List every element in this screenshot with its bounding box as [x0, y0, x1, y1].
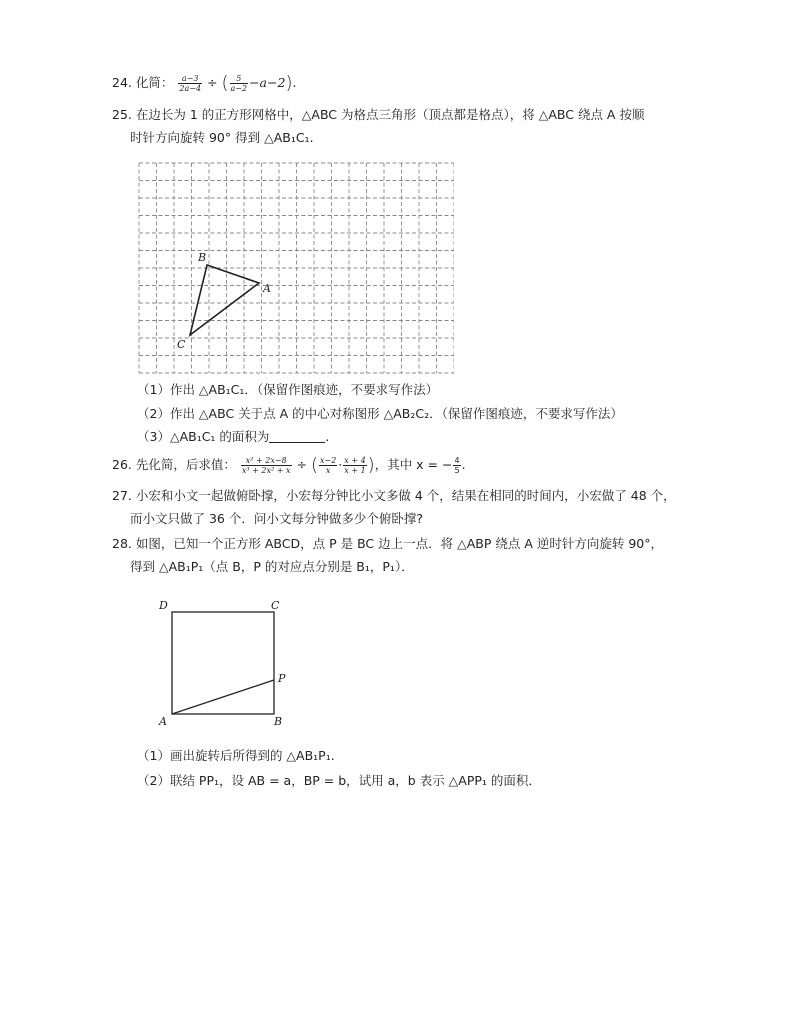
question-text: 在边长为 1 的正方形网格中，△ABC 为格点三角形（顶点都是格点），将 △ABC 绕点 A 按顺 [135, 107, 645, 122]
question-number: 25. [112, 107, 132, 122]
fraction [343, 456, 366, 475]
square-abcd [172, 612, 274, 714]
label-a: A [159, 715, 167, 728]
question-27-line-1 [112, 487, 676, 505]
question-25-line-2 [130, 129, 314, 147]
left-paren: ( [221, 72, 229, 94]
fraction [319, 456, 337, 475]
question-24 [112, 74, 296, 93]
denominator: x³ + 2x² + x [241, 466, 291, 475]
condition-text: ，其中 x = − [374, 457, 453, 472]
label-p: P [278, 672, 286, 685]
numerator: 4 [454, 456, 460, 465]
question-label: 先化简，后求值： [135, 457, 236, 472]
label-c: C [271, 599, 280, 612]
left-paren: ( [310, 454, 318, 476]
question-25-sub-2: （2）作出 △ABC 关于点 A 的中心对称图形 △AB₂C₂．（保留作图痕迹，不要求写作法） [137, 406, 623, 421]
question-text: 时针方向旋转 90° 得到 △AB₁C₁. [130, 130, 314, 145]
denominator: 2a−4 [179, 84, 202, 93]
dashed-grid [139, 163, 454, 373]
question-26 [112, 456, 466, 475]
denominator: x [325, 466, 331, 475]
fraction [241, 456, 292, 475]
grid-figure [136, 160, 454, 374]
label-a: A [263, 282, 271, 295]
divide-sign: ÷ [296, 457, 307, 472]
question-28-line-2: 得到 △AB₁P₁（点 B，P 的对应点分别是 B₁，P₁）． [130, 559, 414, 574]
denominator: x + 1 [344, 466, 366, 475]
question-number: 28. [112, 536, 132, 551]
question-28-sub-1: （1）画出旋转后所得到的 △AB₁P₁. [137, 748, 335, 763]
right-paren: ) [367, 454, 375, 476]
expression: −a−2 [249, 75, 286, 90]
denominator: 5 [454, 466, 460, 475]
numerator: x + 4 [344, 456, 366, 465]
question-28-line-1 [112, 535, 663, 553]
period: . [325, 429, 330, 444]
fraction [230, 74, 249, 93]
right-paren: ) [285, 72, 293, 94]
numerator: x−2 [319, 456, 337, 465]
sub-text: （3）△AB₁C₁ 的面积为 [137, 429, 270, 444]
question-25-sub-1: （1）作出 △AB₁C₁．（保留作图痕迹，不要求写作法） [137, 382, 439, 397]
denominator: a−2 [230, 84, 248, 93]
question-number: 27. [112, 488, 132, 503]
question-label: 化简： [135, 75, 174, 90]
question-text: 如图，已知一个正方形 ABCD，点 P 是 BC 边上一点．将 △ABP 绕点 A 逆时针方向旋转 90°， [135, 536, 663, 551]
question-27-line-2: 而小文只做了 36 个．问小文每分钟做多少个俯卧撑? [130, 511, 423, 526]
fraction [178, 74, 202, 93]
numerator: x² + 2x−8 [241, 456, 292, 466]
question-text: 小宏和小文一起做俯卧撑，小宏每分钟比小文多做 4 个，结果在相同的时间内，小宏做了 48 个， [135, 488, 676, 503]
label-c: C [177, 338, 186, 351]
fraction [453, 456, 460, 475]
period: . [461, 457, 466, 472]
dot-sign: · [338, 457, 343, 472]
answer-blank[interactable] [269, 430, 325, 443]
label-b: B [198, 251, 207, 264]
question-25-sub-3 [137, 428, 329, 446]
square-figure [150, 595, 300, 735]
triangle-abc [190, 265, 259, 335]
period: . [292, 75, 297, 90]
question-28-sub-2: （2）联结 PP₁，设 AB = a，BP = b，试用 a，b 表示 △APP₁ 的面积． [137, 773, 541, 788]
question-number: 26. [112, 457, 132, 472]
numerator: a−3 [178, 74, 202, 84]
label-d: D [159, 599, 168, 612]
divide-sign: ÷ [207, 75, 218, 90]
numerator: 5 [230, 74, 249, 84]
segment-ap [172, 680, 274, 714]
question-number: 24. [112, 75, 132, 90]
label-b: B [274, 715, 283, 728]
question-25-line-1 [112, 106, 644, 124]
